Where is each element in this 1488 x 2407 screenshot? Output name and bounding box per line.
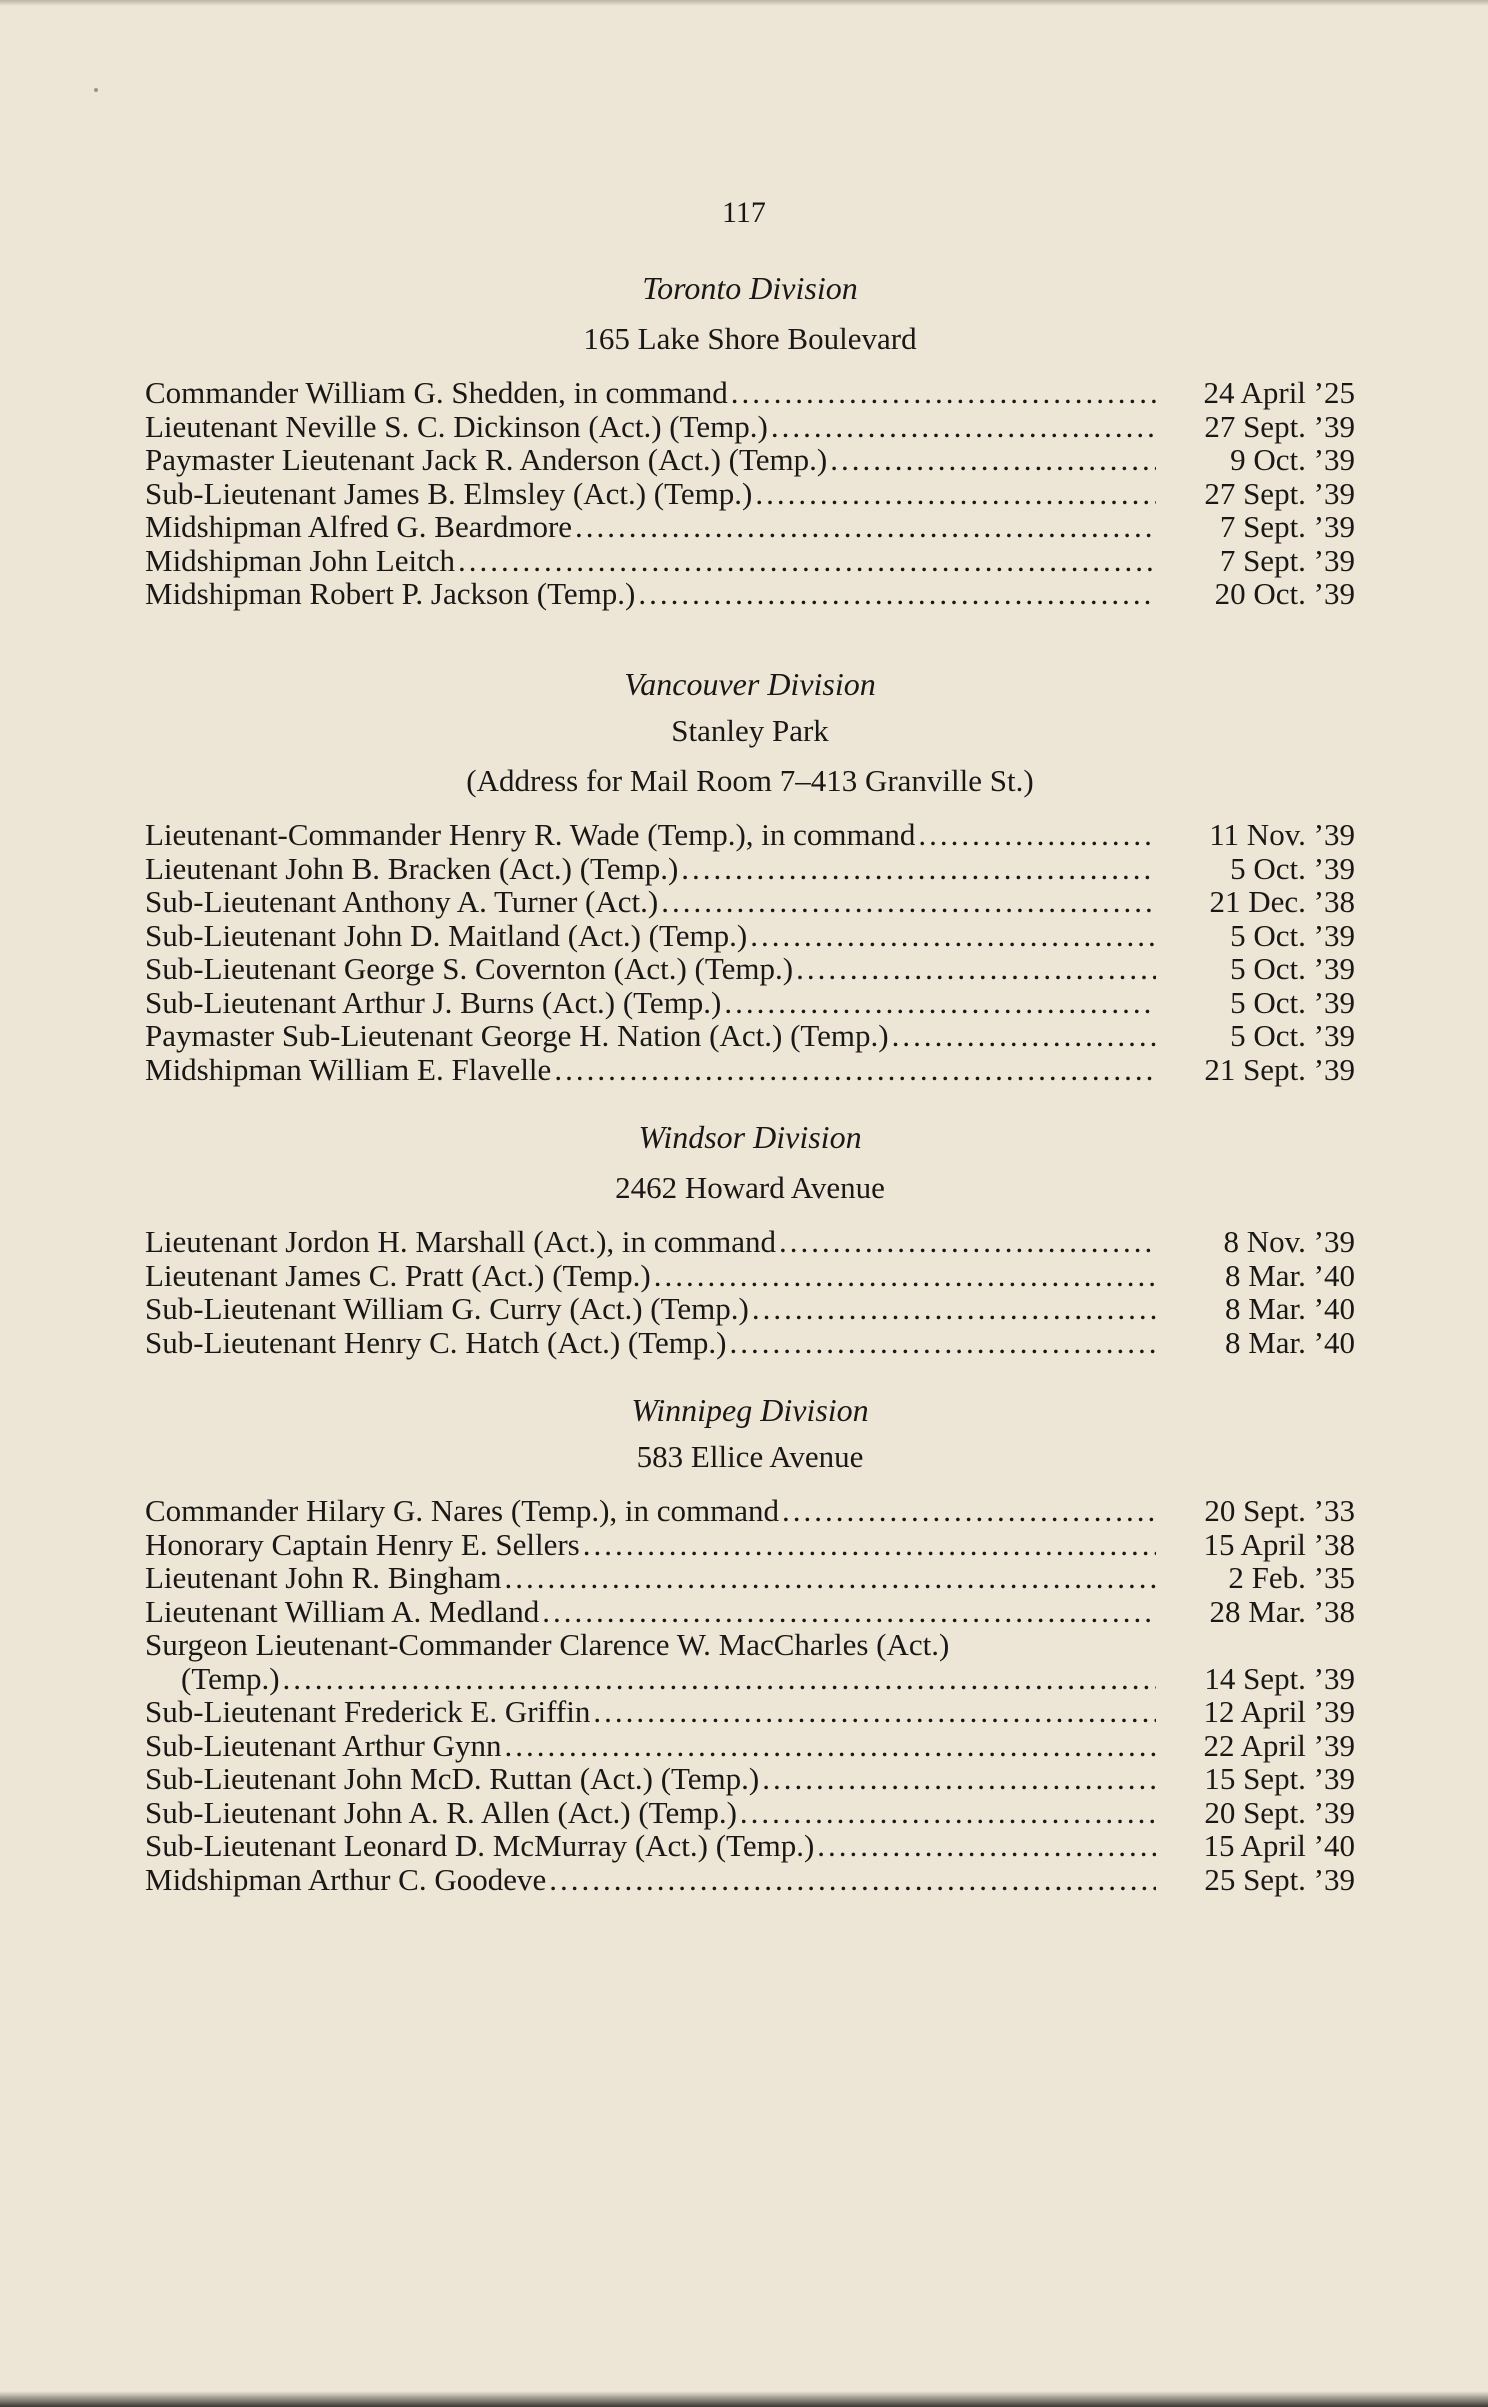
seniority-date: 8 Mar. ’40 — [1224, 1257, 1355, 1293]
seniority-date-cell — [1170, 410, 1355, 444]
seniority-date: 24 April ’25 — [1203, 375, 1355, 410]
dot-leader — [796, 952, 1156, 986]
seniority-date: 5 Oct. ’39 — [1230, 951, 1355, 986]
officer-name: Lieutenant John R. Bingham — [145, 1560, 502, 1595]
officer-entry — [145, 1595, 1355, 1629]
division-address: 165 Lake Shore Boulevard — [583, 321, 917, 356]
officer-name: Sub-Lieutenant Henry C. Hatch (Act.) (Temp.) — [145, 1324, 727, 1360]
officer-entry — [145, 1225, 1355, 1259]
seniority-date: 22 April ’39 — [1203, 1727, 1355, 1763]
page-top-edge — [0, 0, 1488, 6]
division-entries — [145, 1225, 1355, 1359]
officer-name: Sub-Lieutenant John A. R. Allen (Act.) (Temp.) — [145, 1794, 737, 1830]
seniority-date-cell — [1170, 1729, 1355, 1763]
officer-name: Sub-Lieutenant Anthony A. Turner (Act.) — [145, 884, 659, 919]
seniority-date: 11 Nov. ’39 — [1209, 817, 1355, 852]
seniority-date: 5 Oct. ’39 — [1230, 1018, 1355, 1053]
officer-entry — [145, 376, 1355, 410]
division-entries — [145, 376, 1355, 611]
officer-name: Lieutenant Neville S. C. Dickinson (Act.) (Temp.) — [145, 408, 768, 444]
seniority-date: 20 Oct. ’39 — [1214, 576, 1355, 611]
dot-leader — [681, 852, 1156, 886]
officer-entry — [145, 919, 1355, 953]
dot-leader — [918, 818, 1156, 852]
dot-leader — [458, 544, 1156, 578]
division-title: Vancouver Division — [624, 666, 876, 702]
seniority-date-cell — [1170, 1829, 1355, 1863]
officer-entry — [145, 1326, 1355, 1360]
seniority-date-cell — [1170, 544, 1355, 578]
seniority-date: 27 Sept. ’39 — [1204, 408, 1355, 444]
officer-entry — [145, 1729, 1355, 1763]
dot-leader — [762, 1762, 1156, 1796]
seniority-date-cell — [1170, 510, 1355, 544]
officer-name: Lieutenant James C. Pratt (Act.) (Temp.) — [145, 1257, 651, 1293]
page-bottom-edge — [0, 2391, 1488, 2407]
officer-name: Paymaster Sub-Lieutenant George H. Nation (Act.) (Temp.) — [145, 1018, 889, 1053]
officer-name: Sub-Lieutenant John McD. Ruttan (Act.) (Temp.) — [145, 1761, 760, 1796]
seniority-date-cell — [1170, 919, 1355, 953]
seniority-date-cell — [1170, 1662, 1355, 1696]
officer-name: Midshipman William E. Flavelle — [145, 1051, 552, 1087]
officer-entry — [145, 952, 1355, 986]
officer-name: Commander Hilary G. Nares (Temp.), in command — [145, 1493, 780, 1528]
dot-leader — [654, 1259, 1156, 1293]
seniority-date: 12 April ’39 — [1203, 1694, 1355, 1729]
dot-leader — [771, 410, 1156, 444]
officer-name: Honorary Captain Henry E. Sellers — [145, 1526, 580, 1562]
seniority-date-cell — [1170, 477, 1355, 511]
seniority-date-cell — [1170, 1863, 1355, 1897]
seniority-date: 25 Sept. ’39 — [1204, 1861, 1355, 1897]
seniority-date: 20 Sept. ’33 — [1204, 1493, 1355, 1528]
officer-name: Surgeon Lieutenant-Commander Clarence W. MacCharles (Act.) — [145, 1627, 950, 1662]
seniority-date-cell — [1170, 1528, 1355, 1562]
seniority-date-cell — [1170, 1595, 1355, 1629]
officer-name: Sub-Lieutenant Frederick E. Griffin — [145, 1694, 591, 1729]
seniority-date-cell — [1170, 1796, 1355, 1830]
seniority-date-cell — [1170, 443, 1355, 477]
officer-name: Sub-Lieutenant George S. Covernton (Act.) (Temp.) — [145, 951, 794, 986]
dot-leader — [731, 376, 1156, 410]
officer-entry — [145, 1628, 1355, 1662]
seniority-date: 15 Sept. ’39 — [1204, 1761, 1355, 1796]
seniority-date: 21 Dec. ’38 — [1209, 884, 1355, 919]
officer-name: (Temp.) — [181, 1660, 280, 1696]
seniority-date-cell — [1170, 1695, 1355, 1729]
officer-entry — [145, 1494, 1355, 1528]
seniority-date: 8 Mar. ’40 — [1224, 1291, 1355, 1326]
division-section-vancouver — [145, 664, 1355, 1086]
officer-entry — [145, 885, 1355, 919]
seniority-date: 14 Sept. ’39 — [1204, 1660, 1355, 1696]
officer-entry — [145, 1528, 1355, 1562]
dot-leader — [542, 1595, 1156, 1629]
officer-name: Lieutenant William A. Medland — [145, 1593, 540, 1629]
division-address: 583 Ellice Avenue — [636, 1439, 864, 1474]
seniority-date-cell — [1170, 852, 1355, 886]
seniority-date-cell — [1170, 376, 1355, 410]
officer-name: Midshipman John Leitch — [145, 542, 455, 578]
division-title: Windsor Division — [638, 1119, 862, 1155]
seniority-date-cell — [1170, 1019, 1355, 1053]
seniority-date: 5 Oct. ’39 — [1230, 984, 1355, 1020]
officer-entry — [145, 1762, 1355, 1796]
paper-speck — [94, 88, 98, 92]
officer-name: Midshipman Alfred G. Beardmore — [145, 509, 573, 544]
officer-entry — [145, 1695, 1355, 1729]
division-entries — [145, 818, 1355, 1086]
officer-name: Sub-Lieutenant William G. Curry (Act.) (Temp.) — [145, 1291, 749, 1326]
seniority-date: 5 Oct. ’39 — [1230, 917, 1355, 953]
officer-entry — [145, 1259, 1355, 1293]
seniority-date-cell — [1170, 986, 1355, 1020]
officer-name: Paymaster Lieutenant Jack R. Anderson (Act.) (Temp.) — [145, 442, 828, 477]
seniority-date: 7 Sept. ’39 — [1219, 542, 1355, 578]
officer-entry — [145, 410, 1355, 444]
dot-leader — [892, 1019, 1156, 1053]
seniority-date: 5 Oct. ’39 — [1230, 850, 1355, 886]
seniority-date-cell — [1170, 818, 1355, 852]
seniority-date: 20 Sept. ’39 — [1204, 1794, 1355, 1830]
officer-entry — [145, 1829, 1355, 1863]
division-title: Winnipeg Division — [631, 1392, 869, 1428]
officer-entry — [145, 1662, 1355, 1696]
officer-entry — [145, 510, 1355, 544]
dot-leader — [504, 1561, 1156, 1595]
officer-entry — [145, 1863, 1355, 1897]
officer-entry — [145, 1053, 1355, 1087]
dot-leader — [504, 1729, 1156, 1763]
seniority-date: 21 Sept. ’39 — [1204, 1051, 1355, 1087]
dot-leader — [638, 577, 1156, 611]
officer-entry — [145, 1561, 1355, 1595]
officer-name: Lieutenant-Commander Henry R. Wade (Temp.), in command — [145, 817, 916, 852]
division-section-winnipeg — [145, 1390, 1355, 1896]
officer-entry — [145, 544, 1355, 578]
dot-leader — [575, 510, 1156, 544]
dot-leader — [283, 1662, 1156, 1696]
seniority-date-cell — [1170, 577, 1355, 611]
dot-leader — [779, 1225, 1156, 1259]
officer-name: Sub-Lieutenant John D. Maitland (Act.) (Temp.) — [145, 917, 748, 953]
seniority-date: 9 Oct. ’39 — [1230, 442, 1355, 477]
dot-leader — [782, 1494, 1156, 1528]
dot-leader — [752, 1292, 1156, 1326]
dot-leader — [830, 443, 1156, 477]
division-mail-address: (Address for Mail Room 7–413 Granville St.) — [466, 763, 1034, 798]
division-address: Stanley Park — [671, 713, 829, 748]
seniority-date-cell — [1170, 1561, 1355, 1595]
seniority-date: 28 Mar. ’38 — [1209, 1593, 1355, 1629]
officer-entry — [145, 852, 1355, 886]
officer-name: Midshipman Arthur C. Goodeve — [145, 1861, 547, 1897]
dot-leader — [583, 1528, 1156, 1562]
dot-leader — [755, 477, 1156, 511]
seniority-date: 2 Feb. ’35 — [1228, 1560, 1355, 1595]
dot-leader — [729, 1326, 1156, 1360]
seniority-date: 8 Nov. ’39 — [1223, 1224, 1355, 1259]
seniority-date: 7 Sept. ’39 — [1219, 509, 1355, 544]
seniority-date: 15 April ’40 — [1203, 1828, 1355, 1863]
division-section-toronto — [145, 268, 1355, 611]
division-title: Toronto Division — [642, 270, 858, 306]
dot-leader — [661, 885, 1156, 919]
officer-entry — [145, 818, 1355, 852]
seniority-date: 8 Mar. ’40 — [1224, 1324, 1355, 1360]
seniority-date: 15 April ’38 — [1203, 1526, 1355, 1562]
officer-entry — [145, 443, 1355, 477]
dot-leader — [549, 1863, 1156, 1897]
officer-name: Commander William G. Shedden, in command — [145, 375, 728, 410]
dot-leader — [593, 1695, 1156, 1729]
officer-name: Sub-Lieutenant Arthur J. Burns (Act.) (Temp.) — [145, 984, 722, 1020]
seniority-date-cell — [1170, 952, 1355, 986]
officer-name: Midshipman Robert P. Jackson (Temp.) — [145, 576, 636, 611]
officer-name: Sub-Lieutenant Leonard D. McMurray (Act.) (Temp.) — [145, 1828, 815, 1863]
division-section-windsor — [145, 1117, 1355, 1359]
seniority-date-cell — [1170, 1326, 1355, 1360]
officer-entry — [145, 1019, 1355, 1053]
division-address: 2462 Howard Avenue — [615, 1170, 885, 1205]
seniority-date-cell — [1170, 1292, 1355, 1326]
dot-leader — [554, 1053, 1156, 1087]
officer-name: Sub-Lieutenant Arthur Gynn — [145, 1727, 502, 1763]
dot-leader — [817, 1829, 1156, 1863]
seniority-date-cell — [1170, 1225, 1355, 1259]
officer-name: Lieutenant Jordon H. Marshall (Act.), in command — [145, 1224, 777, 1259]
seniority-date: 27 Sept. ’39 — [1204, 475, 1355, 511]
dot-leader — [750, 919, 1156, 953]
seniority-date-cell — [1170, 885, 1355, 919]
officer-entry — [145, 1292, 1355, 1326]
dot-leader — [724, 986, 1156, 1020]
officer-name: Lieutenant John B. Bracken (Act.) (Temp.) — [145, 850, 679, 886]
seniority-date-cell — [1170, 1053, 1355, 1087]
officer-entry — [145, 477, 1355, 511]
page-number: 117 — [722, 196, 766, 229]
division-entries — [145, 1494, 1355, 1896]
officer-entry — [145, 1796, 1355, 1830]
seniority-date-cell — [1170, 1494, 1355, 1528]
officer-entry — [145, 986, 1355, 1020]
officer-entry — [145, 577, 1355, 611]
seniority-date-cell — [1170, 1259, 1355, 1293]
seniority-date-cell — [1170, 1762, 1355, 1796]
officer-name: Sub-Lieutenant James B. Elmsley (Act.) (Temp.) — [145, 475, 753, 511]
dot-leader — [740, 1796, 1156, 1830]
